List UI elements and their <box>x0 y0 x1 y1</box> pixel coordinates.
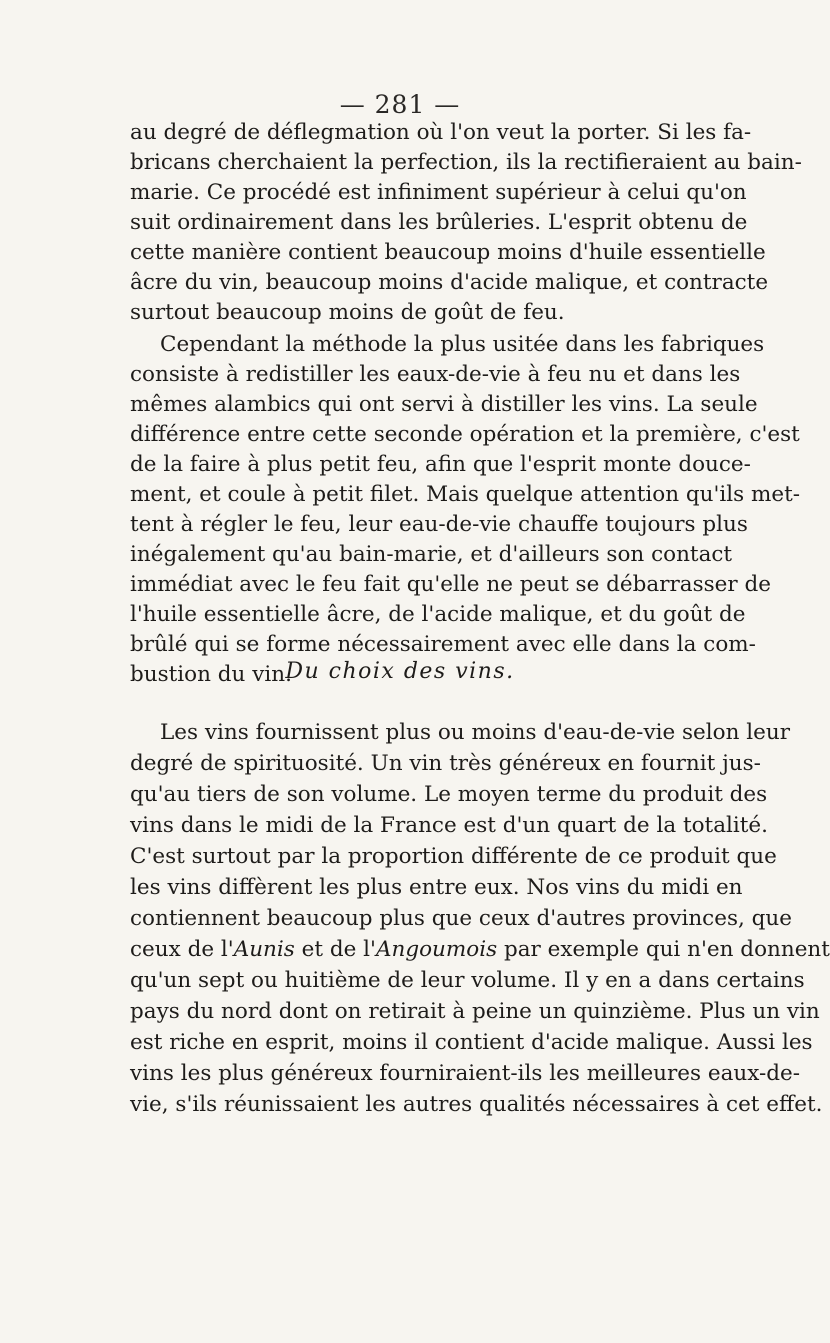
text-line: consiste à redistiller les eaux-de-vie à feu nu et dans les <box>130 362 741 387</box>
text-line: tent à régler le feu, leur eau-de-vie chauffe toujours plus <box>130 512 748 537</box>
text-fragment: par exemple qui n'en donnent <box>497 937 830 962</box>
text-line: surtout beaucoup moins de goût de feu. <box>130 300 565 325</box>
text-fragment: et de l' <box>294 937 376 962</box>
text-line: vins les plus généreux fourniraient-ils les meilleures eaux-de- <box>130 1061 801 1086</box>
text-line: vie, s'ils réunissaient les autres qualités nécessaires à cet effet. <box>130 1092 823 1117</box>
text-fragment: ceux de l' <box>130 937 234 962</box>
text-line: Les vins fournissent plus ou moins d'eau-de-vie selon leur <box>160 720 791 745</box>
text-line: suit ordinairement dans les brûleries. L'esprit obtenu de <box>130 210 748 235</box>
text-line: Cependant la méthode la plus usitée dans les fabriques <box>160 332 765 357</box>
text-line-with-place-names <box>130 935 830 965</box>
text-line: bricans cherchaient la perfection, ils la rectifieraient au bain- <box>130 150 802 175</box>
section-heading: Du choix des vins. <box>285 659 515 684</box>
text-line: pays du nord dont on retirait à peine un quinzième. Plus un vin <box>130 999 820 1024</box>
text-line: l'huile essentielle âcre, de l'acide malique, et du goût de <box>130 602 746 627</box>
place-name-aunis: Aunis <box>233 937 295 962</box>
text-line: bustion du vin. <box>130 662 292 687</box>
text-line: degré de spirituosité. Un vin très généreux en fournit jus- <box>130 751 761 776</box>
page-number: — 281 — <box>339 90 461 119</box>
text-line: cette manière contient beaucoup moins d'huile essentielle <box>130 240 766 265</box>
text-line: inégalement qu'au bain-marie, et d'ailleurs son contact <box>130 542 733 567</box>
text-line: différence entre cette seconde opération et la première, c'est <box>130 422 800 447</box>
text-line: âcre du vin, beaucoup moins d'acide malique, et contracte <box>130 270 769 295</box>
text-line: les vins diffèrent les plus entre eux. Nos vins du midi en <box>130 875 743 900</box>
text-line: vins dans le midi de la France est d'un quart de la totalité. <box>130 813 768 838</box>
text-line: mêmes alambics qui ont servi à distiller les vins. La seule <box>130 392 758 417</box>
text-line: brûlé qui se forme nécessairement avec elle dans la com- <box>130 632 756 657</box>
text-line: contiennent beaucoup plus que ceux d'autres provinces, que <box>130 906 792 931</box>
text-line: C'est surtout par la proportion différente de ce produit que <box>130 844 777 869</box>
text-line: est riche en esprit, moins il contient d'acide malique. Aussi les <box>130 1030 813 1055</box>
text-line: au degré de déflegmation où l'on veut la porter. Si les fa- <box>130 120 752 145</box>
text-line: qu'au tiers de son volume. Le moyen terme du produit des <box>130 782 768 807</box>
text-line: de la faire à plus petit feu, afin que l'esprit monte douce- <box>130 452 751 477</box>
place-name-angoumois: Angoumois <box>375 937 498 962</box>
text-line: marie. Ce procédé est infiniment supérieur à celui qu'on <box>130 180 747 205</box>
text-line: ment, et coule à petit filet. Mais quelque attention qu'ils met- <box>130 482 801 507</box>
text-line: qu'un sept ou huitième de leur volume. Il y en a dans certains <box>130 968 805 993</box>
text-line: immédiat avec le feu fait qu'elle ne peut se débarrasser de <box>130 572 771 597</box>
